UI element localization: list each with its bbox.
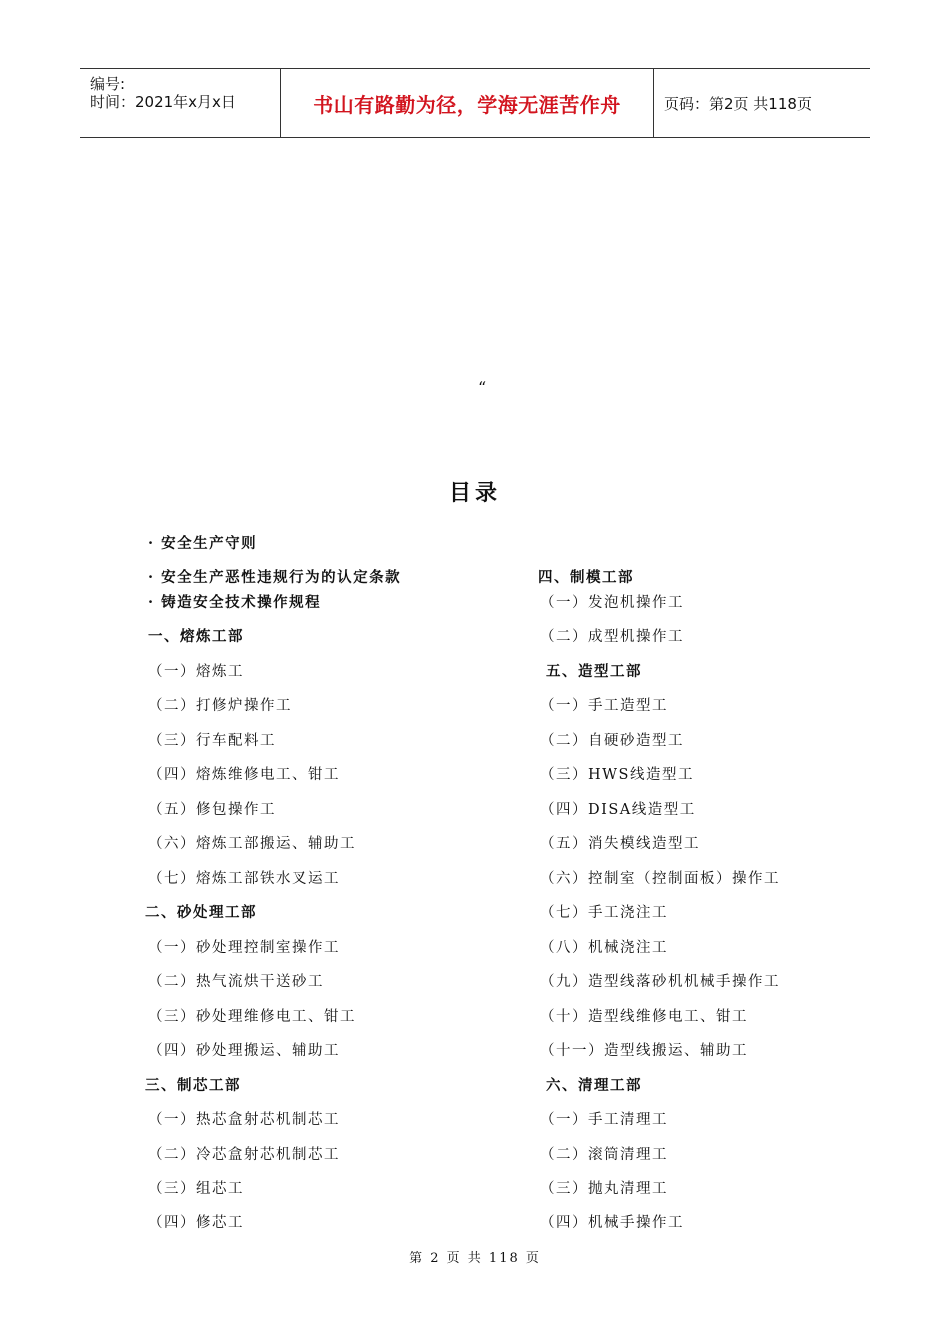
toc-item: （一）熔炼工: [148, 664, 244, 680]
page-header: [80, 68, 870, 138]
toc-item: （三）砂处理维修电工、钳工: [148, 1009, 356, 1025]
toc-item: （三）抛丸清理工: [540, 1181, 668, 1197]
toc-item: · 安全生产恶性违规行为的认定条款: [148, 569, 402, 586]
toc-item: （一）手工造型工: [540, 698, 668, 714]
header-page-code: 页码：第2页 共118页: [664, 94, 812, 113]
toc-item: （二）冷芯盒射芯机制芯工: [148, 1147, 340, 1163]
toc-section-heading: 六、清理工部: [546, 1077, 642, 1094]
stray-quote-mark: “: [478, 378, 487, 397]
toc-item: （一）发泡机操作工: [540, 595, 684, 611]
page-footer: 第 2 页 共 118 页: [409, 1251, 541, 1266]
toc-item: （二）成型机操作工: [540, 629, 684, 645]
document-date-label: 时间：2021年x月x日: [90, 93, 236, 111]
toc-item: （三）行车配料工: [148, 733, 276, 749]
toc-item: （九）造型线落砂机机械手操作工: [540, 974, 780, 990]
toc-item: （一）热芯盒射芯机制芯工: [148, 1112, 340, 1128]
header-motto-cell: [281, 69, 654, 137]
toc-item: · 铸造安全技术操作规程: [148, 594, 322, 611]
header-page-cell: [654, 69, 870, 137]
header-motto: 书山有路勤为径，学海无涯苦作舟: [313, 92, 621, 117]
toc-section-heading: 五、造型工部: [546, 663, 642, 680]
document-number-label: 编号:: [90, 75, 126, 93]
toc-item: （十）造型线维修电工、钳工: [540, 1009, 748, 1025]
toc-item: （二）滚筒清理工: [540, 1147, 668, 1163]
toc-item: （二）打修炉操作工: [148, 698, 292, 714]
toc-item: （七）熔炼工部铁水叉运工: [148, 871, 340, 887]
header-meta-cell: [80, 69, 281, 137]
toc-section-heading: 二、砂处理工部: [145, 904, 257, 921]
toc-item: （三）HWS线造型工: [540, 767, 694, 783]
toc-item: （四）DISA线造型工: [540, 802, 696, 818]
toc-item: （四）机械手操作工: [540, 1215, 684, 1231]
toc-item: （五）修包操作工: [148, 802, 276, 818]
toc-item: （四）砂处理搬运、辅助工: [148, 1043, 340, 1059]
toc-section-heading: 四、制模工部: [538, 569, 634, 586]
toc-item: （十一）造型线搬运、辅助工: [540, 1043, 748, 1059]
toc-item: （五）消失模线造型工: [540, 836, 700, 852]
toc-title: 目录: [448, 481, 501, 506]
toc-item: （二）热气流烘干送砂工: [148, 974, 324, 990]
toc-item: （七）手工浇注工: [540, 905, 668, 921]
toc-section-heading: 一、熔炼工部: [148, 628, 244, 645]
toc-item: （六）控制室（控制面板）操作工: [540, 871, 780, 887]
toc-item: （一）手工清理工: [540, 1112, 668, 1128]
toc-item: （六）熔炼工部搬运、辅助工: [148, 836, 356, 852]
toc-item: · 安全生产守则: [148, 535, 258, 552]
toc-item: （二）自硬砂造型工: [540, 733, 684, 749]
toc-item: （八）机械浇注工: [540, 940, 668, 956]
toc-item: （四）修芯工: [148, 1215, 244, 1231]
toc-item: （四）熔炼维修电工、钳工: [148, 767, 340, 783]
toc-item: （三）组芯工: [148, 1181, 244, 1197]
toc-item: （一）砂处理控制室操作工: [148, 940, 340, 956]
toc-section-heading: 三、制芯工部: [145, 1077, 241, 1094]
